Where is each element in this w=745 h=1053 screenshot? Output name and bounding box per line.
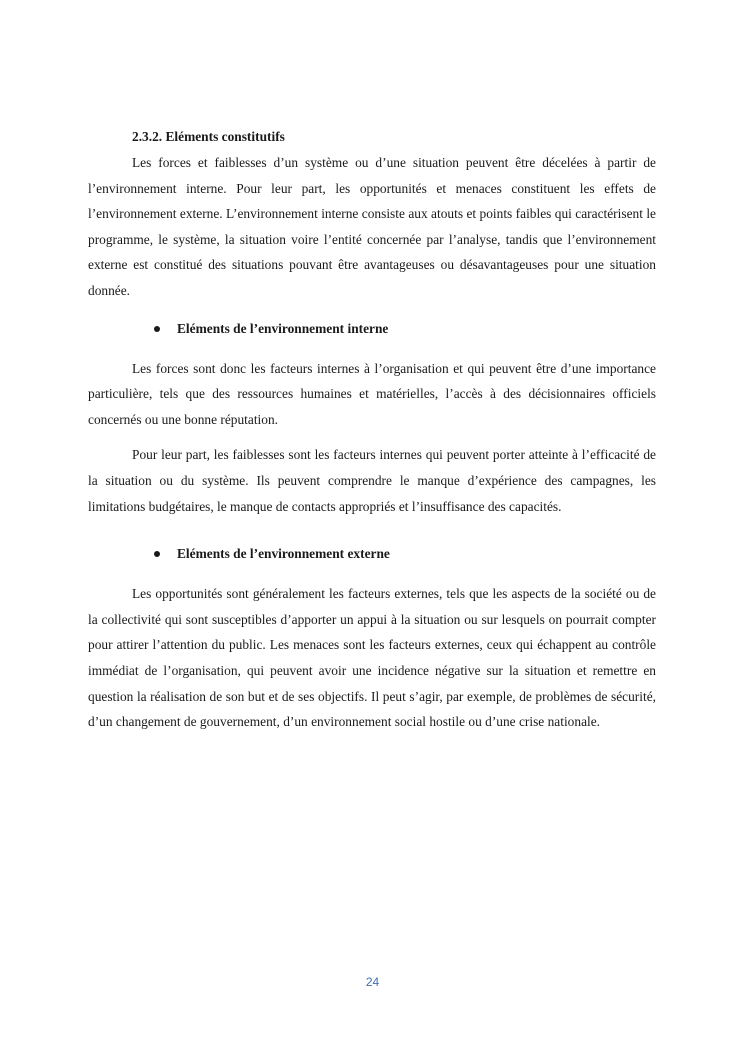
intro-paragraph: Les forces et faiblesses d’un système ou d’une situation peuvent être décelées à partir de l’environnement interne. Pour leur part, les opportunités et menaces constituent les effets de l’environnement externe. L’environnement interne consiste aux atouts et points faibles qui caractérisent le programme, le système, la situation voire l’entité concernée par l’analyse, tandis que l’environnement externe est constitué des situations pouvant être avantageuses ou désavantageuses pour une situation donnée.: [88, 155, 656, 298]
internal-paragraph-weaknesses: Pour leur part, les faiblesses sont les facteurs internes qui peuvent porter atteinte à l’efficacité de la situation ou du système. Ils peuvent comprendre le manque d’expérience des campagnes, les limitations budgétaires, le manque de contacts appropriés et l’insuffisance des capacités.: [88, 447, 656, 514]
section-heading: 2.3.2. Eléments constitutifs: [132, 129, 285, 144]
bullet-icon: [154, 551, 160, 557]
bullet-internal-environment: [154, 316, 656, 342]
internal-paragraph-strengths: Les forces sont donc les facteurs internes à l’organisation et qui peuvent être d’une importance particulière, tels que des ressources humaines et matérielles, l’accès à des décisionnaires officiels concernés ou une bonne réputation.: [88, 360, 656, 427]
page-number: 24: [365, 975, 380, 989]
external-paragraph-opportunities-threats: Les opportunités sont généralement les facteurs externes, tels que les aspects de la société ou de la collectivité qui sont susceptibles d’apporter un appui à la situation ou sur lesquels on pourrait compter pour attirer l’attention du public. Les menaces sont les facteurs externes, ceux qui échappent au contrôle immédiat de l’organisation, qui peuvent avoir une incidence négative sur la situation et remettre en question la réalisation de son but et de ses objectifs. Il peut s’agir, par exemple, de problèmes de sécurité, d’un changement de gouvernement, d’un environnement social hostile ou d’une crise nationale.: [88, 586, 656, 730]
page-body: [88, 124, 656, 735]
bullet-internal-title: Eléments de l’environnement interne: [177, 320, 389, 336]
bullet-external-environment: [154, 541, 656, 567]
bullet-icon: [154, 326, 160, 332]
bullet-external-title: Eléments de l’environnement externe: [177, 546, 390, 562]
